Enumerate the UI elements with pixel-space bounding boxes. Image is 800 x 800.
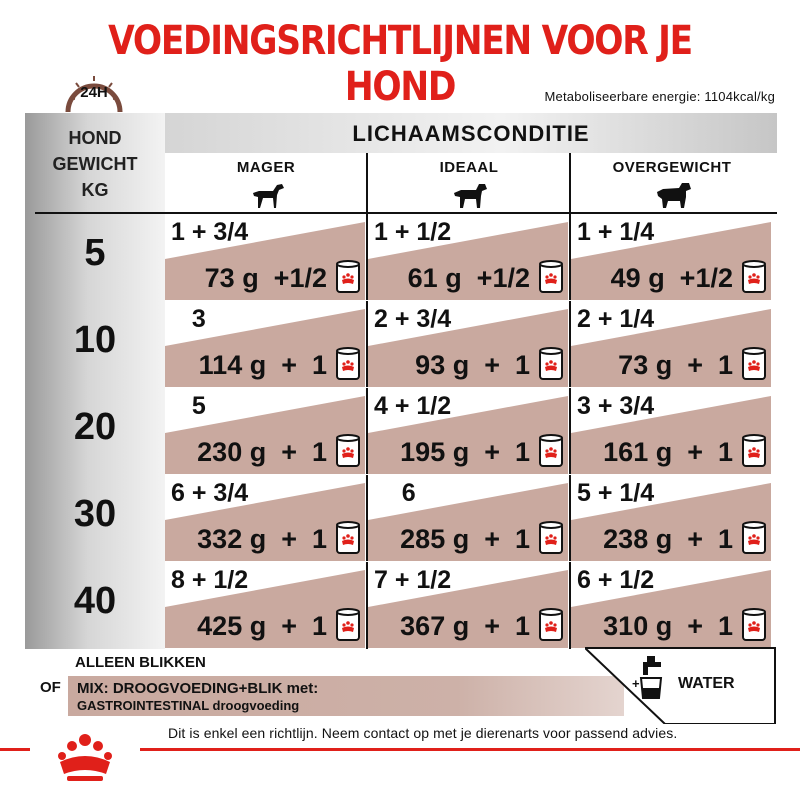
can-portion: 61 g +1/2 [407, 263, 530, 293]
dry-food-portion: 3 + 3/4 [577, 392, 655, 420]
dry-food-portion: 1 + 1/4 [577, 218, 655, 246]
dog-overweight-icon [655, 181, 693, 214]
dry-food-portion: 7 + 1/2 [374, 566, 452, 594]
can-icon [538, 434, 564, 468]
can-icon [538, 260, 564, 294]
can-icon [741, 347, 767, 381]
dry-food-portion: 2 + 3/4 [374, 305, 452, 333]
portion-cell [368, 301, 568, 387]
legend-mix-line-2: GASTROINTESTINAL droogvoeding [77, 698, 300, 713]
legend-mix-line-1: MIX: DROOGVOEDING+BLIK met: [77, 680, 319, 697]
can-portion: 73 g +1/2 [204, 263, 327, 293]
weight-value: 30 [73, 493, 117, 535]
can-icon [335, 608, 361, 642]
can-portion: 425 g + 1 [197, 611, 327, 641]
condition-overgewicht: OVERGEWICHT [612, 159, 732, 176]
energy-note: Metaboliseerbare energie: 1104kcal/kg [544, 89, 775, 104]
can-icon [335, 434, 361, 468]
can-portion: 238 g + 1 [603, 524, 733, 554]
dry-food-portion: 8 + 1/2 [171, 566, 249, 594]
water-label: WATER [678, 675, 735, 692]
portion-cell [571, 562, 771, 648]
dog-lean-icon [249, 181, 285, 214]
dry-food-portion: 3 [171, 305, 206, 333]
can-portion: 195 g + 1 [400, 437, 530, 467]
can-icon [538, 347, 564, 381]
page-title: VOEDINGSRICHTLIJNEN VOOR JE HOND [108, 18, 692, 110]
condition-title: LICHAAMSCONDITIE [352, 121, 590, 146]
can-icon [335, 260, 361, 294]
weight-header-line-3: KG [81, 180, 109, 200]
portion-cell [368, 475, 568, 561]
can-icon [538, 608, 564, 642]
weight-header-line-1: HOND [68, 128, 122, 148]
portion-cell [165, 388, 365, 474]
portion-cell [571, 301, 771, 387]
dry-food-portion: 5 + 1/4 [577, 479, 655, 507]
portion-cell [368, 388, 568, 474]
can-portion: 73 g + 1 [618, 350, 733, 380]
can-portion: 367 g + 1 [400, 611, 530, 641]
water-tap-icon [641, 656, 661, 698]
clock-label: 24H [80, 84, 108, 101]
portion-cell [368, 214, 568, 300]
condition-ideaal: IDEAAL [439, 159, 499, 176]
weight-header [25, 125, 165, 203]
disclaimer: Dit is enkel een richtlijn. Neem contact op met je dierenarts voor passend advies. [168, 725, 678, 741]
portion-cell [571, 214, 771, 300]
portion-cell [571, 388, 771, 474]
dry-food-portion: 6 + 3/4 [171, 479, 249, 507]
legend-cans-only: ALLEEN BLIKKEN [75, 654, 206, 671]
weight-value: 5 [84, 232, 106, 274]
svg-text:+: + [632, 676, 640, 691]
dry-food-portion: 1 + 1/2 [374, 218, 452, 246]
can-portion: 310 g + 1 [603, 611, 733, 641]
portion-cell [165, 562, 365, 648]
can-icon [741, 608, 767, 642]
weight-header-line-2: GEWICHT [52, 154, 138, 174]
can-portion: 49 g +1/2 [610, 263, 733, 293]
weight-value: 20 [73, 406, 117, 448]
can-portion: 285 g + 1 [400, 524, 530, 554]
can-portion: 114 g + 1 [198, 350, 327, 380]
portion-cell [368, 562, 568, 648]
portion-cell [165, 214, 365, 300]
portion-cell [165, 301, 365, 387]
can-icon [741, 434, 767, 468]
condition-mager: MAGER [236, 159, 296, 176]
dry-food-portion: 6 + 1/2 [577, 566, 655, 594]
dog-ideal-icon [452, 181, 488, 214]
can-icon [741, 521, 767, 555]
clock-icon [62, 70, 126, 114]
can-icon [538, 521, 564, 555]
can-portion: 332 g + 1 [197, 524, 327, 554]
dry-food-portion: 1 + 3/4 [171, 218, 249, 246]
portion-cell [165, 475, 365, 561]
weight-value: 40 [73, 580, 117, 622]
crown-logo-icon [30, 728, 140, 788]
can-portion: 230 g + 1 [197, 437, 327, 467]
dry-food-portion: 4 + 1/2 [374, 392, 452, 420]
dry-food-portion: 6 [374, 479, 416, 507]
dry-food-portion: 2 + 1/4 [577, 305, 655, 333]
portion-cell [571, 475, 771, 561]
legend-or: OF [40, 679, 61, 696]
can-portion: 93 g + 1 [415, 350, 530, 380]
weight-value: 10 [73, 319, 117, 361]
can-portion: 161 g + 1 [603, 437, 733, 467]
feeding-table [25, 113, 777, 649]
can-icon [335, 347, 361, 381]
dry-food-portion: 5 [171, 392, 206, 420]
can-icon [741, 260, 767, 294]
can-icon [335, 521, 361, 555]
